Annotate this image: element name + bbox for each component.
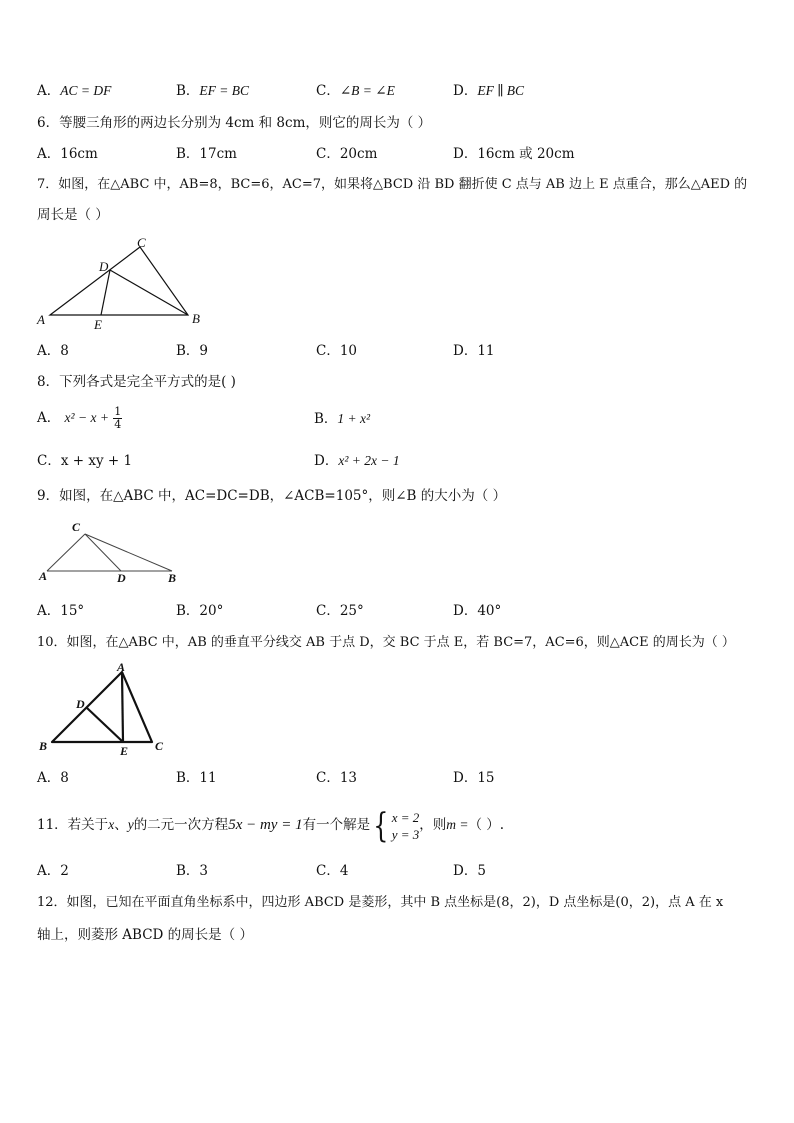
- q7-figure: [36, 235, 216, 335]
- q9-label-c: C: [72, 520, 81, 534]
- q7-option-a-text: 8: [60, 343, 69, 359]
- q8-option-d-text: x² + 2x − 1: [338, 453, 400, 468]
- q7-option-c: [316, 342, 357, 360]
- q10-option-a-label: A．: [37, 770, 61, 786]
- q10-option-a: [37, 769, 69, 787]
- q5-option-a: [37, 82, 111, 100]
- q11-option-d-label: D．: [453, 863, 478, 879]
- q5-option-c-text: ∠B = ∠E: [339, 83, 395, 98]
- q9-label-b: B: [168, 571, 177, 585]
- q11-option-b: [176, 862, 208, 880]
- q11-stem-prefix: 11．若关于: [37, 817, 109, 833]
- q10-label-c: C: [155, 739, 164, 753]
- q7-label-a: A: [37, 312, 45, 327]
- q11-option-d: [453, 862, 486, 880]
- q8-option-a: [37, 403, 122, 433]
- q7-segment-bd: [110, 270, 188, 315]
- q8-stem: 8．下列各式是完全平方式的是( ): [37, 374, 236, 390]
- q10-segment-de: [87, 708, 123, 742]
- q7-option-b-text: 9: [199, 343, 209, 359]
- q10-label-a: A: [117, 660, 126, 674]
- q6-option-c-text: 20cm: [339, 146, 378, 162]
- q11-option-a: [37, 862, 69, 880]
- q9-segment-cd: [85, 534, 121, 571]
- q8-fraction-numerator: 1: [114, 405, 122, 418]
- q10-segment-ae: [122, 672, 123, 742]
- q7-option-d-label: D．: [453, 343, 478, 359]
- q10-option-a-text: 8: [60, 770, 69, 786]
- q11-separator: 、: [114, 817, 128, 833]
- q9-option-a-text: 15°: [60, 603, 85, 619]
- q6-option-c: [316, 145, 377, 163]
- q8-option-c-label: C．: [37, 453, 61, 469]
- q5-option-b: [176, 82, 249, 100]
- q11-stem-mid1: 的二元一次方程: [133, 817, 229, 833]
- q10-triangle-abc: [52, 672, 152, 742]
- q8-option-d: [314, 452, 400, 470]
- q5-option-b-text: EF = BC: [199, 83, 250, 98]
- q9-option-c: [316, 602, 364, 620]
- q6-option-b-text: 17cm: [199, 146, 237, 162]
- q11-option-b-text: 3: [199, 863, 209, 879]
- q8-option-b-label: B．: [314, 411, 338, 427]
- q11-option-a-label: A．: [37, 863, 61, 879]
- q10-option-b-label: B．: [176, 770, 200, 786]
- q9-option-c-text: 25°: [339, 603, 364, 619]
- q9-segment-ac: [47, 534, 85, 571]
- q6-option-c-label: C．: [316, 146, 340, 162]
- q7-option-c-label: C．: [316, 343, 340, 359]
- q9-option-b-text: 20°: [199, 603, 224, 619]
- q5-option-a-label: A．: [37, 83, 61, 99]
- q8-option-d-label: D．: [314, 453, 339, 469]
- q7-option-b-label: B．: [176, 343, 200, 359]
- q12-stem-line2: 轴上，则菱形 ABCD 的周长是（ ）: [37, 927, 253, 943]
- q10-option-c-text: 13: [339, 770, 358, 786]
- q10-stem: 10．如图，在△ABC 中，AB 的垂直平分线交 AB 于点 D，交 BC 于点 E，若 BC=7，AC=6，则△ACE 的周长为（ ）: [37, 635, 735, 650]
- q9-label-d: D: [117, 571, 126, 585]
- q10-label-b: B: [39, 739, 48, 753]
- q7-option-d: [453, 342, 495, 360]
- q6-stem: 6．等腰三角形的两边长分别为 4cm 和 8cm，则它的周长为（ ）: [37, 115, 432, 131]
- q11-system-eq1: x = 2: [391, 810, 420, 825]
- q8-option-a-fraction: [113, 406, 122, 431]
- q11-option-c: [316, 862, 348, 880]
- q11-option-c-label: C．: [316, 863, 340, 879]
- q11-equation: 5x − my = 1: [228, 817, 303, 833]
- q6-option-b: [176, 145, 237, 163]
- q6-option-a-label: A．: [37, 146, 61, 162]
- q5-option-c-label: C．: [316, 83, 340, 99]
- q8-option-c-text: x + xy + 1: [60, 453, 133, 469]
- q9-option-b: [176, 602, 223, 620]
- q9-figure: [36, 518, 186, 583]
- q9-option-c-label: C．: [316, 603, 340, 619]
- q9-option-d-label: D．: [453, 603, 478, 619]
- q7-option-a-label: A．: [37, 343, 61, 359]
- q10-figure: [36, 660, 176, 760]
- q10-option-c: [316, 769, 357, 787]
- q7-option-d-text: 11: [477, 343, 495, 359]
- q10-option-d: [453, 769, 495, 787]
- q11-var-m: m =: [446, 817, 469, 832]
- q9-option-d: [453, 602, 501, 620]
- q8-option-a-text: x² − x +: [64, 410, 109, 425]
- q9-option-a-label: A．: [37, 603, 61, 619]
- q8-option-a-label: A．: [37, 410, 61, 426]
- q5-option-d-text: EF ∥ BC: [477, 83, 525, 98]
- q7-label-e: E: [94, 317, 102, 332]
- q10-label-e: E: [120, 744, 129, 758]
- q6-option-d: [453, 145, 575, 163]
- q7-segment-de: [101, 270, 110, 315]
- q9-option-a: [37, 602, 84, 620]
- q6-option-d-text: 16cm 或 20cm: [477, 146, 575, 162]
- q9-stem: 9．如图，在△ABC 中，AC=DC=DB，∠ACB=105°，则∠B 的大小为（ ）: [37, 488, 507, 504]
- q11-left-brace: {: [373, 806, 389, 846]
- q5-option-d: [453, 82, 524, 100]
- q6-option-a-text: 16cm: [60, 146, 98, 162]
- q11-system: [370, 806, 419, 846]
- q5-option-d-label: D．: [453, 83, 478, 99]
- q11-option-d-text: 5: [477, 863, 486, 879]
- q9-option-b-label: B．: [176, 603, 200, 619]
- q9-option-d-text: 40°: [477, 603, 502, 619]
- q12-stem-line1: 12．如图，已知在平面直角坐标系中，四边形 ABCD 是菱形，其中 B 点坐标是(8，2)，D 点坐标是(0，2)，点 A 在 x: [37, 895, 724, 910]
- q10-label-d: D: [76, 697, 85, 711]
- q7-option-a: [37, 342, 69, 360]
- q11-option-a-text: 2: [60, 863, 69, 879]
- q11-stem-mid2: 有一个解是: [302, 817, 371, 833]
- q10-option-d-text: 15: [477, 770, 495, 786]
- q11-option-b-label: B．: [176, 863, 200, 879]
- q7-option-c-text: 10: [339, 343, 358, 359]
- q8-fraction-denominator: 4: [114, 418, 122, 431]
- q6-option-b-label: B．: [176, 146, 200, 162]
- q7-triangle-abc: [50, 247, 188, 315]
- q6-option-d-label: D．: [453, 146, 478, 162]
- q8-option-b-text: 1 + x²: [337, 411, 371, 426]
- q11-stem-suffix: （ ）.: [468, 817, 505, 833]
- q7-stem-line2: 周长是（ ）: [37, 207, 109, 223]
- q11-system-eq2: y = 3: [391, 827, 420, 842]
- q5-option-b-label: B．: [176, 83, 200, 99]
- q11-var-y: y: [127, 817, 134, 832]
- q7-label-c: C: [137, 235, 146, 250]
- q7-label-b: B: [192, 311, 200, 326]
- q11-var-x: x: [108, 817, 115, 832]
- q7-stem-line1: 7．如图，在△ABC 中，AB=8，BC=6，AC=7，如果将△BCD 沿 BD 翻折使 C 点与 AB 边上 E 点重合，那么△AED 的: [37, 177, 748, 192]
- q11-stem: [37, 805, 504, 846]
- q7-label-d: D: [99, 259, 109, 274]
- q9-label-a: A: [39, 569, 48, 583]
- q11-stem-mid3: ，则: [419, 817, 447, 833]
- q7-option-b: [176, 342, 208, 360]
- q10-option-b-text: 11: [199, 770, 217, 786]
- q10-option-c-label: C．: [316, 770, 340, 786]
- q9-segment-cb: [85, 534, 172, 571]
- q5-option-a-text: AC = DF: [60, 83, 112, 98]
- q5-option-c: [316, 82, 395, 100]
- q8-option-b: [314, 410, 370, 428]
- q10-option-d-label: D．: [453, 770, 478, 786]
- q8-option-c: [37, 452, 132, 470]
- q10-option-b: [176, 769, 217, 787]
- q11-option-c-text: 4: [339, 863, 349, 879]
- q6-option-a: [37, 145, 98, 163]
